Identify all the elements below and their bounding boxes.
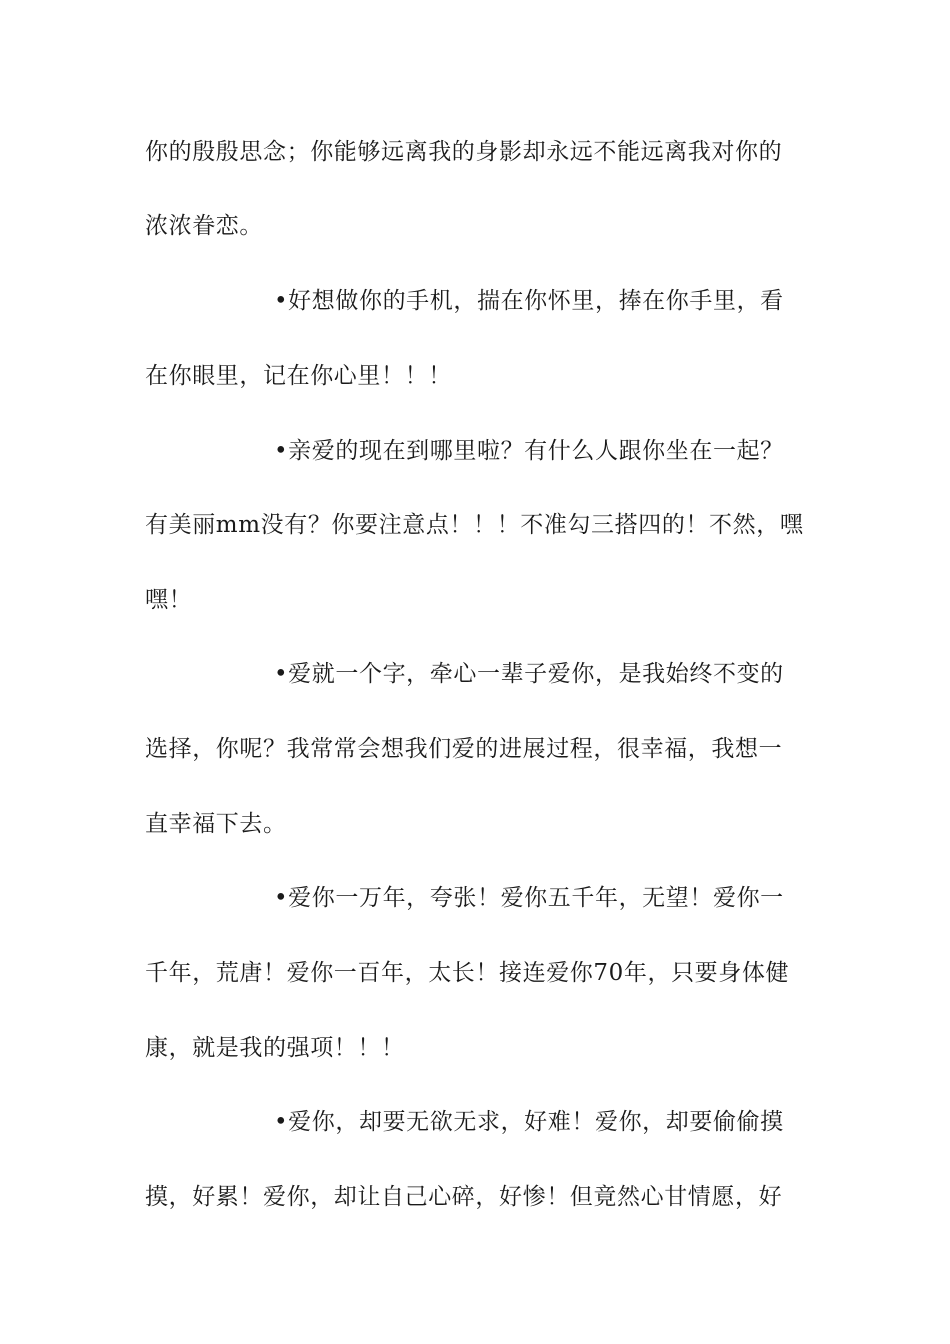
bullet-line: •爱你一万年，夸张！爱你五千年，无望！爱你一 <box>274 885 784 911</box>
text-line: 摸，好累！爱你，却让自己心碎，好惨！但竟然心甘情愿，好 <box>145 1184 783 1210</box>
text-line: 直幸福下去。 <box>145 811 287 837</box>
bullet-line: •好想做你的手机，揣在你怀里，捧在你手里，看 <box>274 288 784 314</box>
bullet-line: •亲爱的现在到哪里啦？有什么人跟你坐在一起？ <box>274 438 784 464</box>
text-line: 选择，你呢？我常常会想我们爱的进展过程，很幸福，我想一 <box>145 736 783 762</box>
text-line: 有美丽mm没有？你要注意点！！！不准勾三搭四的！不然，嘿 <box>145 512 804 538</box>
text-line: 康，就是我的强项！！！ <box>145 1035 405 1061</box>
bullet-line: •爱你，却要无欲无求，好难！爱你，却要偷偷摸 <box>274 1109 784 1135</box>
bullet-line: •爱就一个字，牵心一辈子爱你，是我始终不变的 <box>274 661 784 687</box>
text-line: 嘿！ <box>145 587 193 613</box>
text-line: 千年，荒唐！爱你一百年，太长！接连爱你70年，只要身体健 <box>145 960 790 986</box>
text-line: 浓浓眷恋。 <box>145 213 263 239</box>
text-line: 在你眼里，记在你心里！！！ <box>145 363 452 389</box>
text-line: 你的殷殷思念；你能够远离我的身影却永远不能远离我对你的 <box>145 139 783 165</box>
